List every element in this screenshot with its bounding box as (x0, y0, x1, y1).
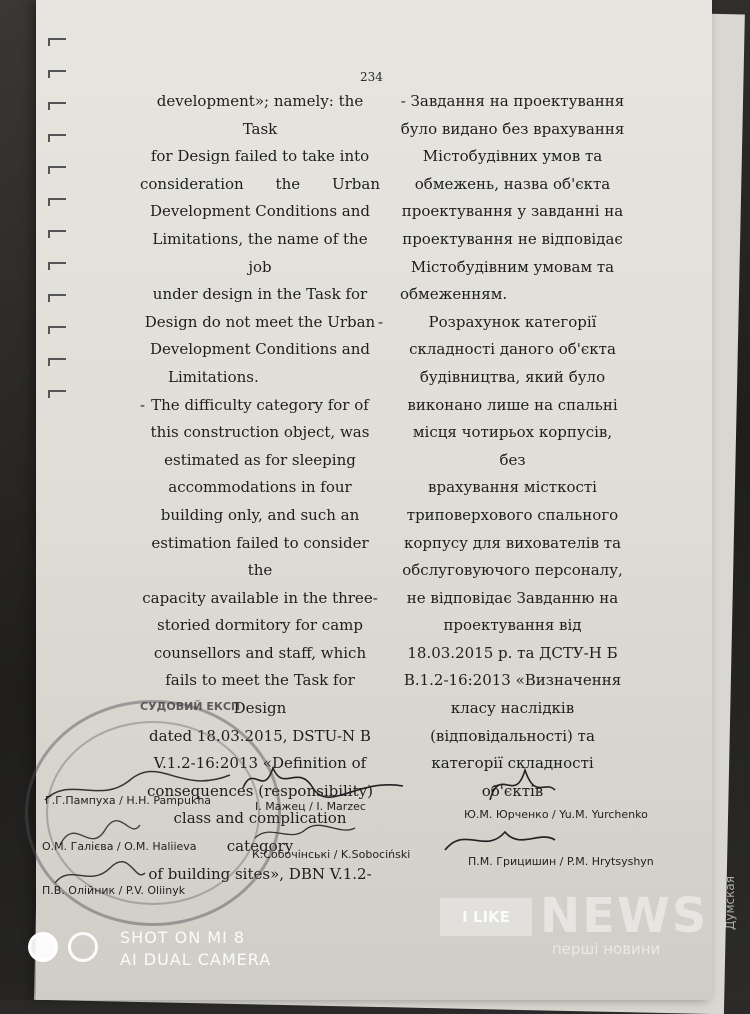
text-line: обмежень, назва об'єкта (414, 174, 611, 193)
text-line: estimated as for sleeping (164, 450, 356, 469)
watermark-subtitle: перші новини (552, 940, 661, 958)
text-line: не відповідає Завданню на (406, 588, 619, 607)
text-line: (відповідальності) та (430, 726, 595, 745)
signature-yurchenko (480, 760, 560, 810)
seal-text: СУДОВИЙ ЕКСП (140, 700, 241, 713)
text-line: проектування від (443, 616, 582, 635)
text-line: for Design failed to take into (150, 147, 370, 166)
text-line: storied dormitory for camp (157, 616, 363, 635)
news-watermark (440, 888, 720, 958)
text-line: Design do not meet the Urban (144, 312, 376, 331)
page-number: 234 (360, 70, 383, 84)
camera-line: SHOT ON MI 8 (120, 928, 246, 947)
text-line: under design in the Task for (152, 285, 368, 304)
text-line: estimation failed to consider the (151, 533, 369, 580)
watermark-ilike: I LIKE (440, 898, 532, 936)
list-item: - The difficulty category for of (140, 392, 380, 420)
text-line: Limitations. (168, 367, 259, 386)
text-line: обмеженням. (400, 285, 508, 304)
text-line: Development Conditions and (150, 202, 370, 221)
text-line: корпусу для вихователів та (403, 533, 622, 552)
text-line: категорії складності об'єктів (431, 754, 594, 800)
text-line: - Завдання на проектування (400, 92, 625, 110)
text-line: fails to meet the Task for Design (165, 671, 355, 718)
ukrainian-column (378, 88, 625, 805)
text-line: врахування місткості (428, 478, 597, 497)
text-line: Містобудівним умовам та (410, 257, 615, 276)
signature-label: Ю.М. Юрченко / Yu.M. Yurchenko (464, 808, 648, 821)
text-line: dated 18.03.2015, DSTU-N B (149, 726, 371, 745)
text-line: capacity available in the three- (142, 588, 378, 607)
text-line: класу наслідків (450, 699, 575, 718)
text-line: складності даного об'єкта (409, 340, 616, 359)
text-line: місця чотирьох корпусів, без (412, 423, 613, 469)
text-line: Розрахунок категорії (428, 312, 597, 331)
text-line: Development Conditions and (150, 340, 370, 359)
camera-logo-icon (28, 932, 108, 968)
text-line: В.1.2-16:2013 «Визначення (403, 671, 622, 690)
text-line: consideration the Urban (140, 174, 380, 193)
text-line: обслуговуючого персоналу, (402, 561, 623, 580)
list-item: - Розрахунок категорії (400, 309, 625, 337)
text-line: проектування у завданні на (401, 202, 624, 221)
watermark-news: NEWS (540, 888, 709, 944)
text-line: було видано без врахування (400, 119, 625, 138)
text-line: building only, and such an (160, 505, 360, 524)
watermark-side: Думская (723, 876, 737, 930)
signature-sobocinski (250, 818, 360, 846)
text-line: будівництва, який було (419, 367, 606, 386)
signature-marzec (238, 758, 408, 803)
signature-label: К.Собочінські / K.Sobociński (252, 848, 411, 861)
text-line: триповерхового спального (406, 505, 619, 524)
text-line: accommodations in four (168, 478, 352, 497)
text-line: проектування не відповідає (402, 229, 623, 248)
signature-hrytsyshyn (440, 820, 560, 860)
text-line: of building sites», DBN V.1.2- (148, 864, 372, 883)
text-line: class and complication category (173, 809, 347, 856)
camera-line: AI DUAL CAMERA (120, 950, 272, 969)
text-line: Limitations, the name of the job (152, 229, 368, 276)
text-line: виконано лише на спальні (407, 395, 618, 414)
signature-label: П.М. Грицишин / P.M. Hrytsyshyn (468, 855, 654, 868)
text-line: counsellors and staff, which (153, 643, 367, 662)
signature-label: П.В. Олійник / P.V. Oliinyk (42, 884, 186, 897)
text-line: V.1.2-16:2013 «Definition of (153, 754, 367, 773)
text-line: 18.03.2015 р. та ДСТУ-Н Б (407, 643, 618, 662)
text-line: this construction object, was (150, 423, 370, 442)
text-line: development»; namely: the Task (156, 92, 364, 138)
signature-label: Г.Г.Пампуха / Н.Н. Pampukha (45, 794, 212, 807)
binding-holes (48, 38, 68, 418)
text-line: Містобудівних умов та (422, 147, 603, 166)
signature-label: І. Мажец / I. Marzec (255, 800, 366, 813)
text-line: The difficulty category for of (151, 395, 369, 414)
text-line: consequences (responsibility) (147, 781, 373, 800)
signature-label: О.М. Галієва / O.M. Halіieva (42, 840, 197, 853)
